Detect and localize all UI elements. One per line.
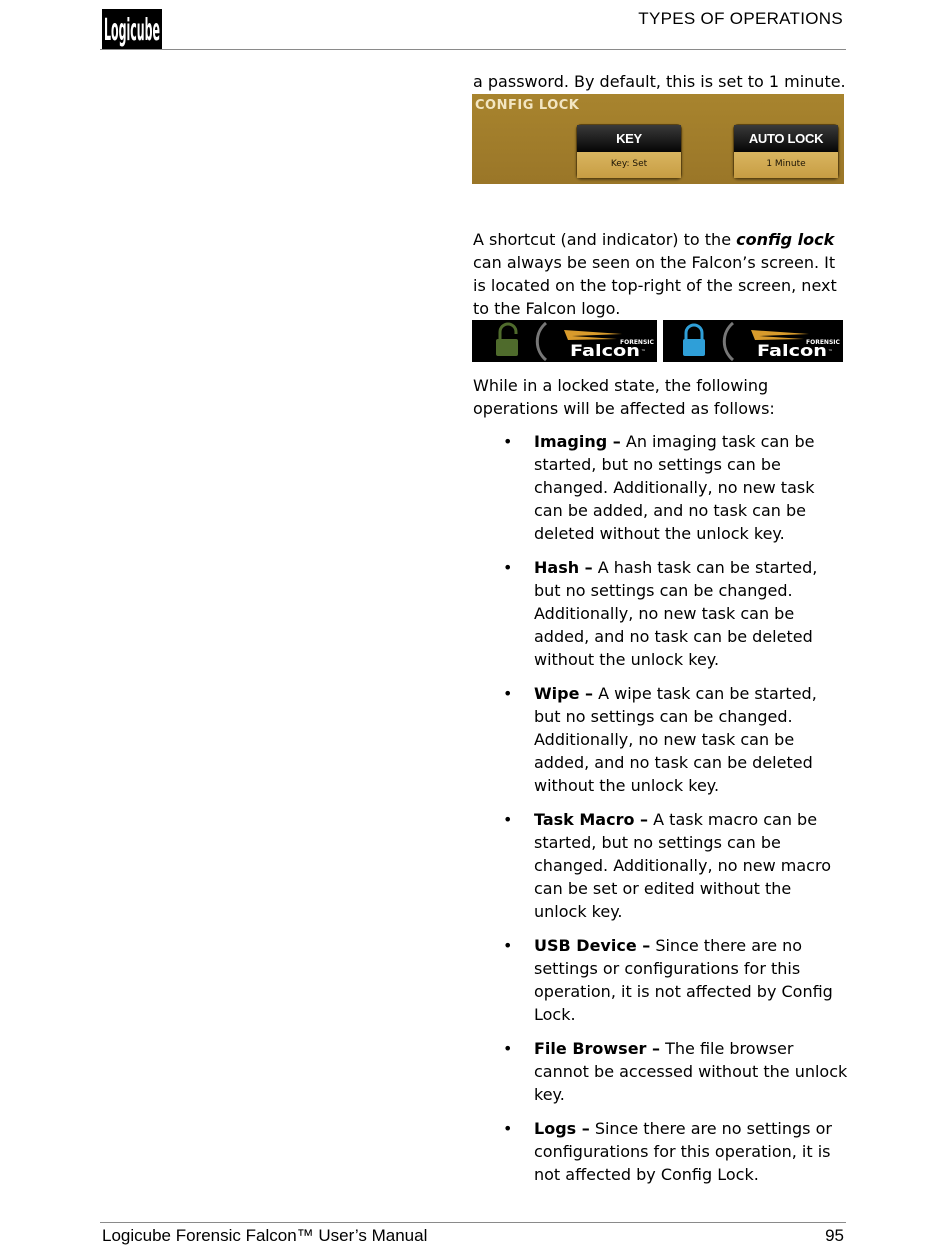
bullet-icon: • [503, 810, 513, 829]
list-item [473, 808, 848, 923]
locked-state-paragraph: While in a locked state, the following operations will be affected as follows: [473, 376, 775, 418]
list-item [473, 934, 848, 1026]
bullet-icon: • [503, 936, 513, 955]
list-item [473, 1037, 848, 1106]
operation-term: Hash – [534, 558, 593, 577]
section-title: TYPES OF OPERATIONS [638, 9, 843, 28]
operation-term: Imaging – [534, 432, 621, 451]
footer-manual-title: Logicube Forensic Falcon™ User’s Manual [102, 1226, 428, 1245]
key-button[interactable] [576, 124, 682, 179]
config-lock-emphasis: config lock [736, 230, 835, 249]
operation-description: The file browser cannot be accessed without the unlock key. [534, 1039, 848, 1104]
logo-text-part-1: Logicube [104, 13, 160, 48]
bullet-icon: • [503, 558, 513, 577]
key-button-value: Key: Set [577, 152, 681, 178]
auto-lock-button-label: AUTO LOCK [734, 125, 838, 152]
falcon-swoosh-icon [537, 323, 546, 360]
page-number: 95 [825, 1226, 844, 1245]
auto-lock-button[interactable] [733, 124, 839, 179]
operation-term: File Browser – [534, 1039, 661, 1058]
unlocked-padlock-icon [496, 324, 518, 356]
footer-divider [100, 1222, 846, 1223]
operation-term: Task Macro – [534, 810, 649, 829]
operation-description: An imaging task can be started, but no settings can be changed. Additionally, no new task can be added, and no task can be deleted without the unlock key. [534, 432, 815, 543]
config-lock-panel [472, 94, 844, 184]
shortcut-paragraph [473, 228, 848, 320]
unlocked-indicator-image [472, 320, 657, 362]
operation-description: A wipe task can be started, but no settings can be changed. Additionally, no new task can be added, and no task can be deleted without the unlock key. [534, 684, 817, 795]
key-button-label: KEY [577, 125, 681, 152]
header-divider [100, 49, 846, 50]
bullet-icon: • [503, 684, 513, 703]
trademark-symbol: ™ [641, 349, 646, 355]
list-item [473, 682, 848, 797]
logicube-logo [102, 8, 212, 50]
affected-operations-list [473, 430, 848, 1197]
locked-indicator-image [663, 320, 843, 362]
operation-description: Since there are no settings or configurations for this operation, it is not affected by Config Lock. [534, 936, 833, 1024]
trademark-symbol: ™ [828, 349, 833, 355]
falcon-wing-icon [564, 330, 622, 340]
operation-term: Wipe – [534, 684, 594, 703]
bullet-icon: • [503, 1119, 513, 1138]
bullet-icon: • [503, 1039, 513, 1058]
shortcut-text-before: A shortcut (and indicator) to the [473, 230, 737, 249]
operation-description: Since there are no settings or configurations for this operation, it is not affected by Config Lock. [534, 1119, 832, 1184]
list-item [473, 430, 848, 545]
list-item [473, 556, 848, 671]
falcon-swoosh-icon [724, 323, 733, 360]
bullet-icon: • [503, 432, 513, 451]
operation-description: A hash task can be started, but no settings can be changed. Additionally, no new task can be added, and no task can be deleted without the unlock key. [534, 558, 818, 669]
operation-term: Logs – [534, 1119, 590, 1138]
forensic-brand-text: FORENSIC [806, 339, 840, 346]
forensic-brand-text: FORENSIC [620, 339, 654, 346]
config-lock-title: CONFIG LOCK [475, 98, 580, 113]
auto-lock-button-value: 1 Minute [734, 152, 838, 178]
list-item [473, 1117, 848, 1186]
falcon-brand-text: Falcon [570, 341, 640, 360]
falcon-wing-icon [751, 330, 809, 340]
intro-paragraph: a password. By default, this is set to 1 minute. [473, 72, 846, 91]
operation-term: USB Device – [534, 936, 651, 955]
falcon-brand-text: Falcon [757, 341, 827, 360]
shortcut-text-after: can always be seen on the Falcon’s screen. It is located on the top-right of the screen, next to the Falcon logo. [473, 253, 837, 318]
operation-description: A task macro can be started, but no settings can be changed. Additionally, no new macro can be set or edited without the unlock key. [534, 810, 831, 921]
locked-padlock-icon [683, 325, 705, 356]
